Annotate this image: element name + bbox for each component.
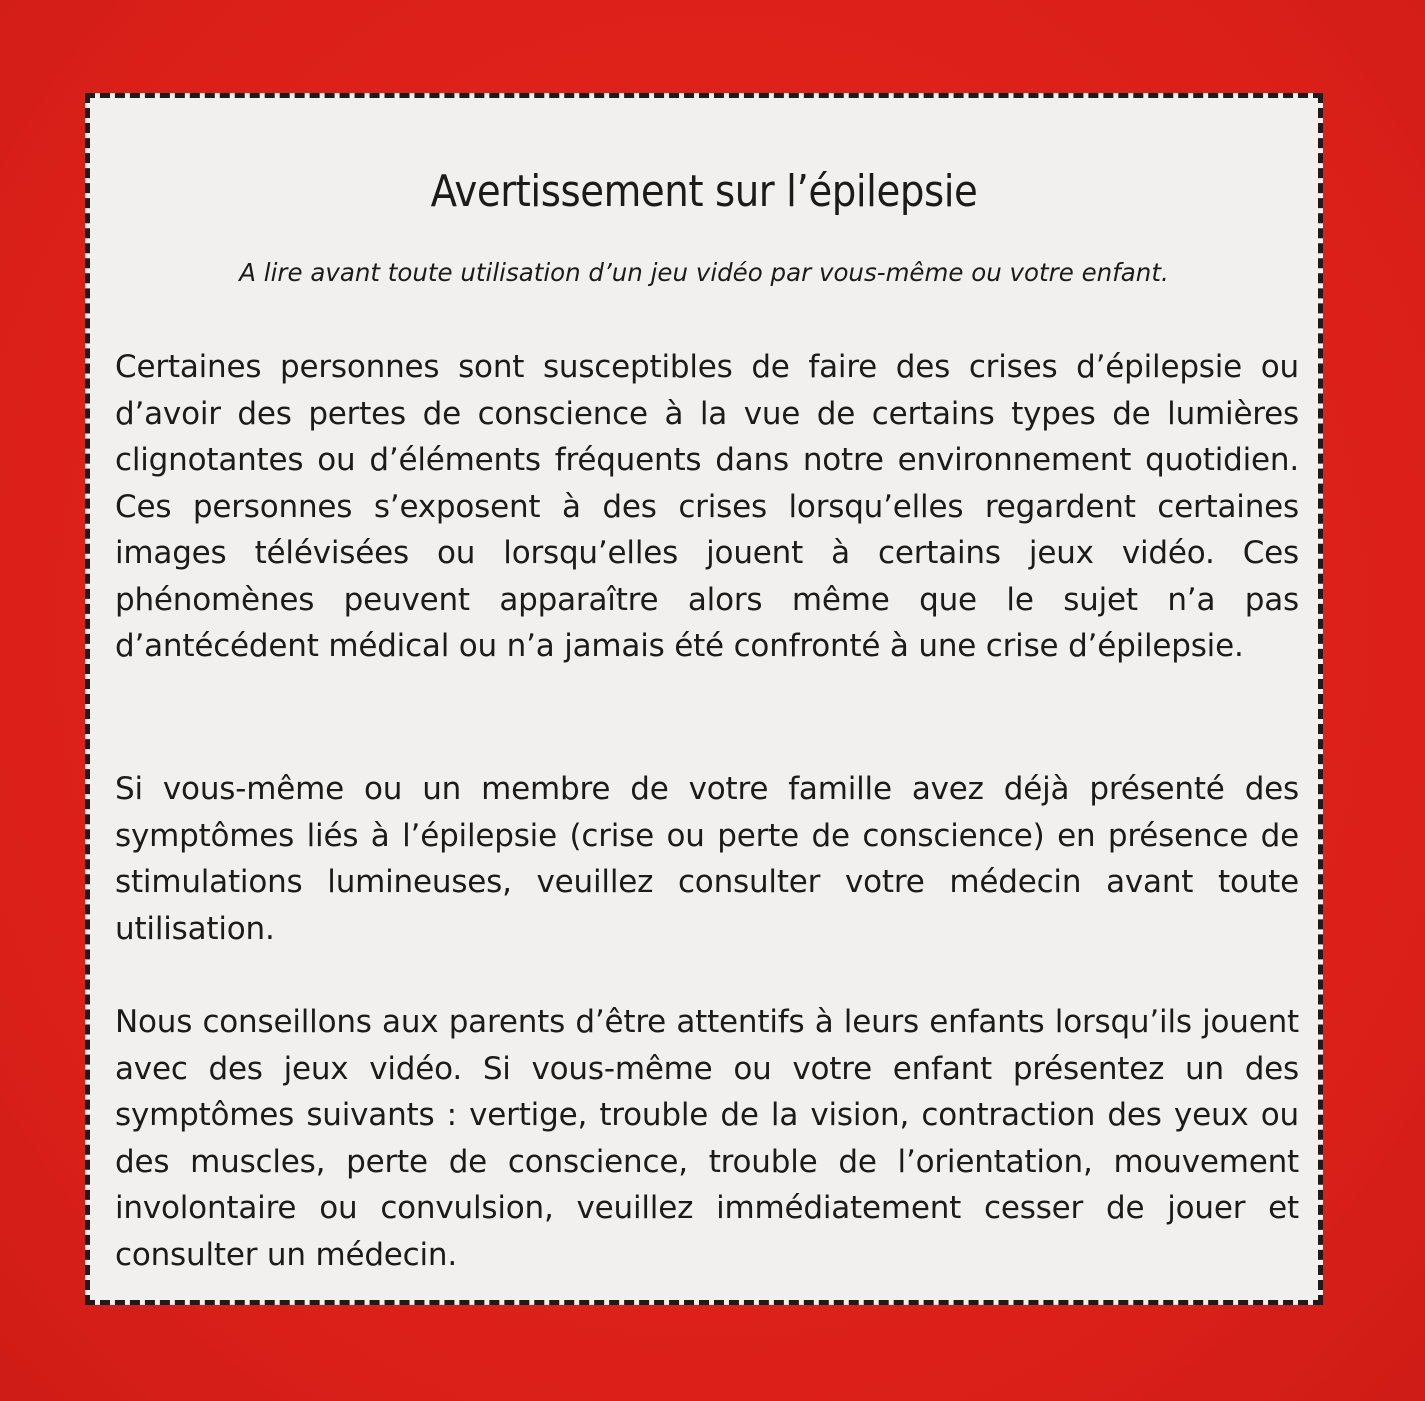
warning-paragraph-2: Si vous-même ou un membre de votre famille avez déjà présenté des symptômes liés à l’épilepsie (crise ou perte de conscience) en présence de stimulations lumineuses, veuillez consulter votre médecin avant toute utilisation. [115, 771, 1299, 947]
warning-title: Avertissement sur l’épilepsie [430, 166, 978, 217]
warning-paragraph-3: Nous conseillons aux parents d’être attentifs à leurs enfants lorsqu’ils jouent avec des jeux vidéo. Si vous-même ou votre enfant présentez un des symptômes suivants : vertige, trouble de la vision, contraction des yeux ou des muscles, perte de conscience, trouble de l’orientation, mouvement involontaire ou convulsion, veuillez immédiatement cesser de jouer et consulter un médecin. [115, 1004, 1299, 1273]
warning-paragraph-1: Certaines personnes sont susceptibles de faire des crises d’épilepsie ou d’avoir des pertes de conscience à la vue de certains types de lumières clignotantes ou d’éléments fréquents dans notre environnement quotidien. Ces personnes s’exposent à des crises lorsqu’elles regardent certaines images télévisées ou lorsqu’elles jouent à certains jeux vidéo. Ces phénomènes peuvent apparaître alors même que le sujet n’a pas d’antécédent médical ou n’a jamais été confronté à une crise d’épilepsie. [115, 349, 1299, 664]
warning-subtitle: A lire avant toute utilisation d’un jeu vidéo par vous-même ou votre enfant. [239, 258, 1169, 287]
warning-panel [85, 93, 1323, 1305]
